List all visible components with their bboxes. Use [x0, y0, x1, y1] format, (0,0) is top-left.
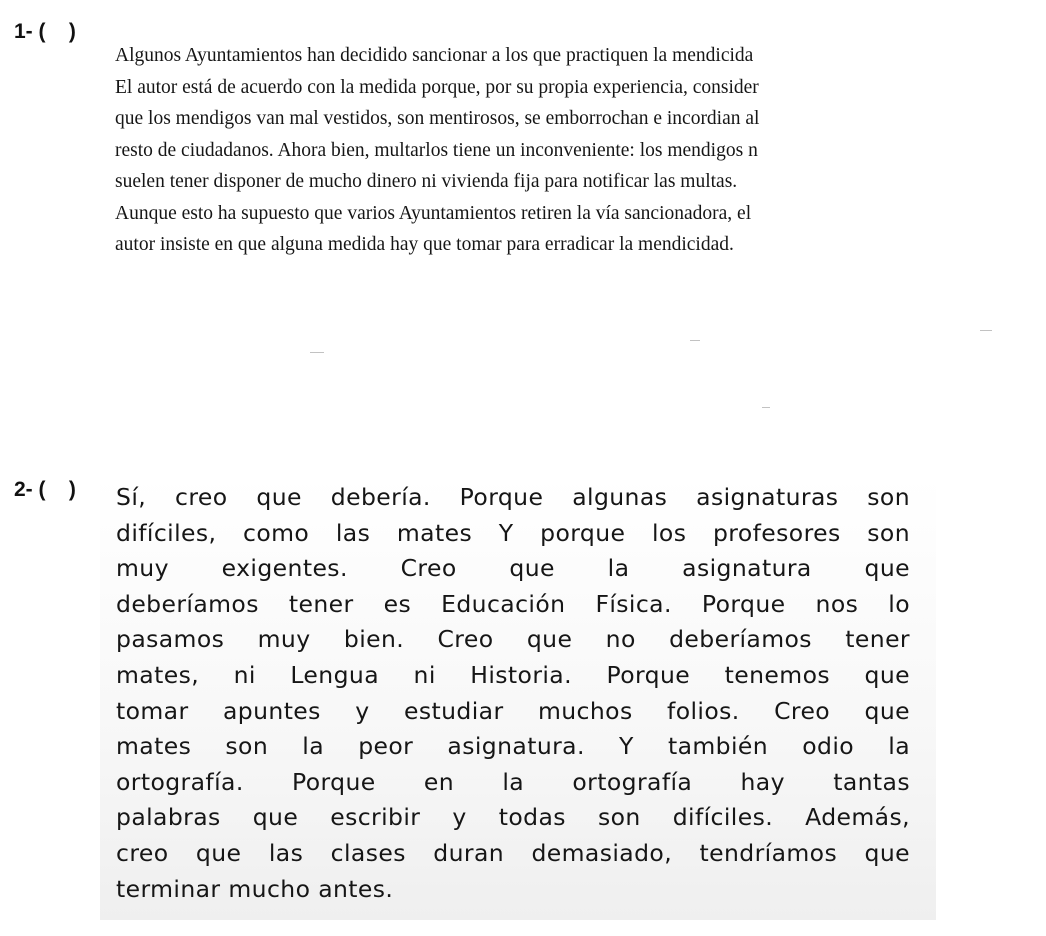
question-2-line: pasamos muy bien. Creo que no deberíamos tener	[116, 625, 910, 654]
question-2-text	[116, 480, 910, 907]
question-2-line: terminar mucho antes.	[116, 874, 394, 903]
question-1-line: Aunque esto ha supuesto que varios Ayuntamientos retiren la vía sancionadora, el	[115, 202, 752, 224]
question-2-line: muy exigentes. Creo que la asignatura que	[116, 554, 910, 583]
question-2-line: tomar apuntes y estudiar muchos folios. Creo que	[116, 696, 910, 725]
question-2-line: Sí, creo que debería. Porque algunas asignaturas son	[116, 483, 910, 511]
scan-artifact	[310, 352, 324, 353]
question-1-line: Algunos Ayuntamientos han decidido sancionar a los que practiquen la mendicida	[115, 45, 754, 66]
question-2-line: palabras que escribir y todas son difíciles. Además,	[116, 803, 910, 832]
question-1-line: suelen tener disponer de mucho dinero ni vivienda fija para notificar las multas.	[115, 171, 738, 192]
question-2-line: creo que las clases duran demasiado, tendríamos que	[116, 838, 910, 867]
question-1-line: resto de ciudadanos. Ahora bien, multarlos tiene un inconveniente: los mendigos n	[115, 139, 758, 161]
question-1-line: El autor está de acuerdo con la medida porque, por su propia experiencia, consider	[115, 76, 759, 98]
scan-artifact	[762, 407, 770, 408]
question-2-line: mates son la peor asignatura. Y también odio la	[116, 732, 910, 761]
question-1-line: autor insiste en que alguna medida hay que tomar para erradicar la mendicidad.	[115, 234, 734, 255]
scan-artifact	[980, 330, 992, 331]
question-1-text	[115, 40, 1045, 261]
question-2-line: ortografía. Porque en la ortografía hay tantas	[116, 767, 910, 796]
question-2-line: mates, ni Lengua ni Historia. Porque tenemos que	[116, 660, 910, 689]
question-1-line: que los mendigos van mal vestidos, son mentirosos, se emborrochan e incordian al	[115, 108, 760, 129]
question-2-line: deberíamos tener es Educación Física. Porque nos lo	[116, 589, 910, 618]
question-1-label: 1- ( )	[14, 20, 76, 43]
scan-artifact	[690, 340, 700, 341]
question-2-line: difíciles, como las mates Y porque los profesores son	[116, 518, 910, 547]
question-2-label: 2- ( )	[14, 478, 76, 501]
